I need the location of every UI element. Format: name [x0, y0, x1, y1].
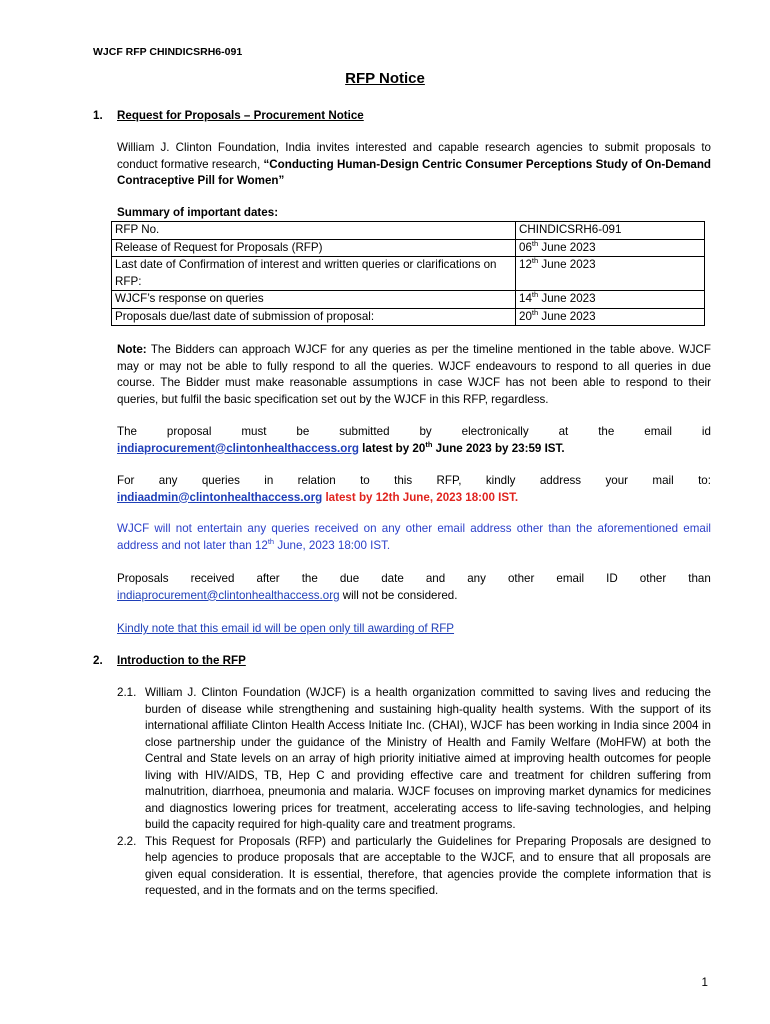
word: relation	[297, 474, 336, 487]
procurement-email-link[interactable]: indiaprocurement@clintonhealthaccess.org	[117, 441, 359, 455]
word: id	[701, 425, 711, 438]
word: any	[158, 474, 178, 487]
word: and	[425, 572, 446, 585]
no-entertain-suffix: th	[267, 536, 275, 546]
word: this	[394, 474, 413, 487]
date-suffix: th	[531, 256, 539, 266]
word: at	[558, 425, 569, 438]
table-cell-label: WJCF’s response on queries	[112, 291, 516, 309]
word: email	[644, 425, 672, 438]
submission-line-1	[117, 424, 711, 441]
query-deadline: latest by 12th June, 2023 18:00 IST.	[322, 490, 519, 504]
word: date	[381, 572, 404, 585]
table-cell-label: Release of Request for Proposals (RFP)	[112, 239, 516, 257]
section-1-number: 1.	[93, 109, 103, 122]
word: other	[639, 572, 667, 585]
late-proposals-line-1	[117, 571, 711, 588]
late-proposals-line-2	[117, 588, 711, 605]
late-proposals-paragraph	[117, 571, 711, 604]
word: any	[467, 572, 486, 585]
date-day: 12	[519, 258, 532, 271]
word: email	[556, 572, 585, 585]
word: the	[301, 572, 318, 585]
list-item-number: 2.1.	[117, 686, 137, 699]
table-cell-value	[516, 239, 705, 257]
word: For	[117, 474, 135, 487]
study-title: “Conducting Human-Design Centric Consumer Perceptions Study of On-Demand Contraceptive Pill for Women”	[117, 157, 711, 187]
table-cell-label: Last date of Confirmation of interest and written queries or clarifications on RFP:	[112, 257, 516, 291]
word: address	[539, 474, 582, 487]
table-cell-label: Proposals due/last date of submission of proposal:	[112, 308, 516, 326]
date-day: 20	[519, 309, 532, 323]
note-text: The Bidders can approach WJCF for any queries as per the timeline mentioned in the table above. WJCF may or may not be able to fully respond to all the queries. WJCF endeavours to respond to all queries in due course. The Bidder must make reasonable assumptions in case WJCF has not been able to respond to their queries, but fulfil the basic specification set out by the WJCF in this RFP, regardless.	[117, 343, 711, 406]
word: in	[264, 474, 274, 487]
date-suffix: th	[531, 238, 539, 248]
list-item	[117, 685, 711, 834]
word: to	[360, 474, 370, 487]
word: The	[117, 425, 137, 438]
page-title: RFP Notice	[345, 70, 425, 87]
intro-text: William J. Clinton Foundation, India invites interested and capable research agencies to submit proposals to conduct formative research,	[117, 141, 711, 171]
word: the	[598, 425, 615, 438]
word: kindly	[485, 474, 516, 487]
submission-deadline	[358, 439, 565, 455]
word: submitted	[339, 425, 390, 438]
section-2-number: 2.	[93, 654, 103, 667]
word: RFP,	[436, 474, 462, 487]
word: proposal	[166, 425, 212, 438]
no-entertain-text: WJCF will not entertain any queries received on any other email address other than the aforementioned email address and not later than 12	[117, 522, 711, 552]
list-item-text: This Request for Proposals (RFP) and particularly the Guidelines for Preparing Proposals are designed to help agencies to produce proposals that are acceptable to the WJCF, and to ensure that all proposals are given equal consideration. It is essential, therefore, that agencies provide the complete information that is requested, and in the formats and on the terms specified.	[145, 834, 711, 897]
date-rest: June 2023	[538, 309, 596, 323]
word: by	[419, 425, 432, 438]
date-suffix: th	[531, 290, 539, 300]
word: queries	[201, 474, 240, 487]
date-day: 06	[519, 240, 532, 254]
table-row	[112, 291, 705, 309]
word: be	[296, 425, 310, 438]
table-row	[112, 239, 705, 257]
word: mail	[652, 474, 674, 487]
date-day: 14	[519, 292, 532, 305]
list-item-text: William J. Clinton Foundation (WJCF) is a health organization committed to saving lives and reducing the burden of disease while strengthening and sustaining high-quality health systems. With the support of its international affiliate Clinton Health Access Initiate Inc. (CHAI), WJCF has been working in India since 2004 in close partnership under the guidance of the Ministry of Health and Family Welfare (MoHFW) at both the Central and State levels on an array of high priority initiative aimed at improving health outcomes for people living with HIV/AIDS, TB, Hep C and providing effective care and treatment for children suffering from malnutrition, diarrhoea, pneumonia and malaria. WJCF focuses on improving market dynamics for medicines and diagnostics lowering prices for treatment, accelerating access to life-saving technologies, and helping build the capacity required for high-quality care and treatment programs.	[145, 686, 711, 831]
summary-heading: Summary of important dates:	[117, 206, 279, 219]
no-other-email-paragraph	[117, 521, 711, 554]
table-cell-value	[516, 291, 705, 309]
not-considered-text: will not be considered.	[339, 588, 458, 602]
word: must	[241, 425, 267, 438]
date-rest: June 2023	[538, 240, 596, 254]
section-2-list	[117, 685, 711, 900]
query-paragraph	[117, 473, 711, 506]
table-cell-value	[516, 308, 705, 326]
word: due	[339, 572, 360, 585]
kindly-note-link[interactable]: Kindly note that this email id will be open only till awarding of RFP	[117, 622, 455, 635]
query-line-2	[117, 490, 711, 507]
section-2-heading	[93, 653, 246, 670]
section-1-heading	[93, 108, 364, 125]
word: electronically	[461, 425, 529, 438]
deadline-pre: latest by 20	[358, 441, 426, 455]
list-item	[117, 834, 711, 900]
document-header-code: WJCF RFP CHINDICSRH6-091	[93, 46, 243, 58]
word: Proposals	[117, 572, 169, 585]
word: your	[605, 474, 629, 487]
date-rest: June 2023	[538, 292, 596, 305]
date-rest: June 2023	[538, 258, 596, 271]
deadline-post: June 2023 by 23:59 IST.	[432, 441, 565, 455]
submission-line-2	[117, 441, 711, 458]
table-cell-value	[516, 257, 705, 291]
list-item-number: 2.2.	[117, 834, 137, 848]
note-paragraph	[117, 342, 711, 408]
page-number: 1	[701, 976, 708, 989]
no-entertain-post: June, 2023 18:00 IST.	[274, 538, 391, 552]
section-2-title: Introduction to the RFP	[117, 654, 246, 667]
admin-email-link[interactable]: indiaadmin@clintonhealthaccess.org	[117, 490, 323, 504]
deadline-suffix: th	[425, 439, 433, 449]
submission-paragraph	[117, 424, 711, 457]
intro-paragraph	[117, 140, 711, 190]
word: ID	[606, 572, 618, 585]
word: to:	[698, 474, 711, 487]
word: than	[688, 572, 711, 585]
word: received	[190, 572, 235, 585]
section-1-title: Request for Proposals – Procurement Notice	[117, 109, 364, 122]
note-label: Note:	[117, 343, 147, 356]
table-row	[112, 308, 705, 326]
table-cell-value: CHINDICSRH6-091	[516, 222, 705, 240]
procurement-email-link-2[interactable]: indiaprocurement@clintonhealthaccess.org	[117, 588, 340, 602]
dates-table	[111, 221, 705, 326]
table-row	[112, 257, 705, 291]
word: after	[256, 572, 280, 585]
word: other	[507, 572, 535, 585]
date-suffix: th	[531, 307, 539, 317]
table-cell-label: RFP No.	[112, 222, 516, 240]
query-line-1	[117, 473, 711, 490]
table-row	[112, 222, 705, 240]
